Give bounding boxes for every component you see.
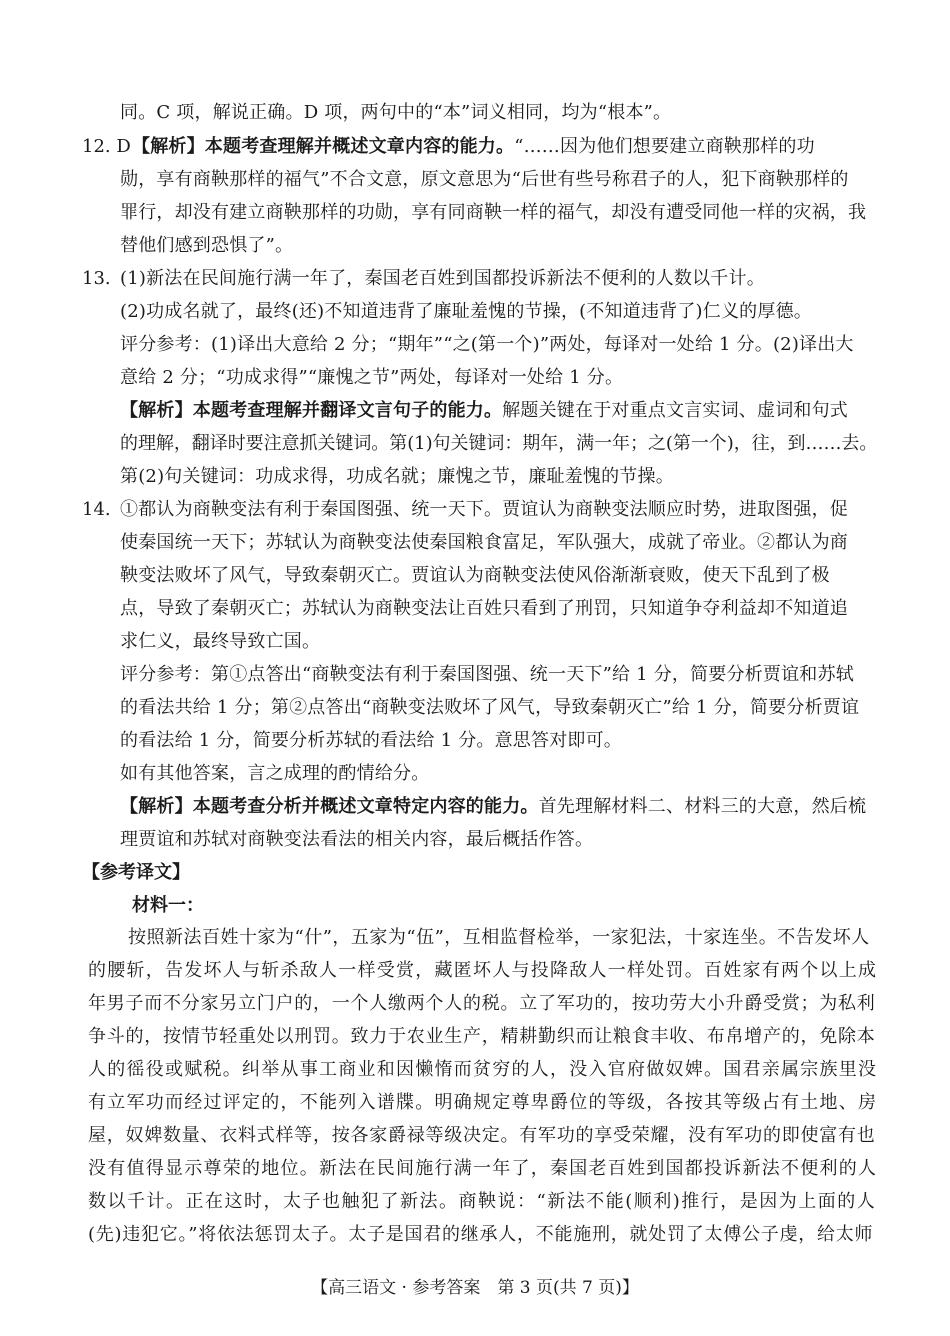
q12-analysis-tag: 【解析】本题考查理解并概述文章内容的能力。 [132,136,515,157]
q13-text-6: 的理解，翻译时要注意抓关键词。第(1)句关键词：期年，满一年；之(第一个)，往，到……去。 [120,433,878,454]
q13-text-2: (2)功成名就了，最终(还)不知道违背了廉耻羞愧的节操，(不知道违背了)仁义的厚德。 [120,301,812,322]
translation-line-1: 按照新法百姓十家为“什”，五家为“伍”，互相监督检举，一家犯法，十家连坐。不告发坏人 [128,927,870,948]
q12-text-2: 勋，享有商鞅那样的福气”不合文意，原文意思为“后世有些号称君子的人，犯下商鞅那样的 [120,169,849,190]
q12-text-3: 罪行，却没有建立商鞅那样的功勋，享有同商鞅一样的福气，却没有遭受同他一样的灾祸，我 [120,202,867,223]
q13-analysis-line [120,398,848,424]
question-number-13: 13. [82,268,111,289]
q14-scoring-3: 的看法给 1 分，简要分析苏轼的看法给 1 分。意思答对即可。 [120,730,622,751]
q14-text-3: 鞅变法败坏了风气，导致秦朝灭亡。贾谊认为商鞅变法使风俗渐渐衰败，使天下乱到了极 [120,565,830,586]
q14-text-11: 理贾谊和苏轼对商鞅变法看法的相关内容，最后概括作答。 [120,829,594,850]
q13-text-7: 第(2)句关键词：功成求得，功成名就；廉愧之节，廉耻羞愧的节操。 [120,466,674,487]
q14-text-1: ①都认为商鞅变法有利于秦国图强、统一天下。贾谊认为商鞅变法顺应时势，进取图强，促 [120,499,848,520]
q12-text-1: “……因为他们想要建立商鞅那样的功 [514,136,815,157]
question-number-12: 12. D [82,136,131,157]
q14-analysis-tag: 【解析】本题考查分析并概述文章特定内容的能力。 [120,796,539,817]
q14-scoring-2: 的看法共给 1 分；第②点答出“商鞅变法败坏了风气，导致秦朝灭亡”给 1 分，简要分析贾谊 [120,697,860,718]
q14-text-10: 首先理解材料二、材料三的大意，然后梳 [538,796,867,817]
q14-text-2: 使秦国统一天下；苏轼认为商鞅变法使秦国粮食富足，军队强大，成就了帝业。②都认为商 [120,532,848,553]
q12-first-line [132,134,815,160]
translation-line-3: 年男子而不分家另立门户的，一个人缴两个人的税。立了军功的，按功劳大小升爵受赏；为私利 [88,993,876,1014]
translation-line-10: (先)违犯它。”将依法惩罚太子。太子是国君的继承人，不能施刑，就处罚了太傅公子虔，给太师 [88,1224,874,1245]
q13-scoring-2: 意给 2 分；“功成求得”“廉愧之节”两处，每译对一处给 1 分。 [120,367,624,388]
q13-scoring-1: 评分参考：(1)译出大意给 2 分；“期年”“之(第一个)”两处，每译对一处给 1 分。(2)译出大 [120,334,854,355]
translation-line-2: 的腰斩，告发坏人与斩杀敌人一样受赏，藏匿坏人与投降敌人一样处罚。百姓家有两个以上成 [88,960,878,981]
q13-analysis-tag: 【解析】本题考查理解并翻译文言句子的能力。 [120,400,503,421]
q14-analysis-line [120,794,866,820]
continuation-line: 同。C 项，解说正确。D 项，两句中的“本”词义相同，均为“根本”。 [120,102,672,123]
page-footer: 【高三语文 · 参考答案 第 3 页(共 7 页)】 [311,1278,639,1298]
translation-line-9: 数以千计。正在这时，太子也触犯了新法。商鞅说：“新法不能(顺利)推行，是因为上面的人 [88,1191,877,1212]
translation-line-5: 人的徭役或赋税。纠举从事工商业和因懒惰而贫穷的人，没入官府做奴婢。国君亲属宗族里没 [88,1059,878,1080]
material-one-heading: 材料一： [132,895,204,916]
q14-scoring-1: 评分参考：第①点答出“商鞅变法有利于秦国图强、统一天下”给 1 分，简要分析贾谊和苏轼 [120,664,854,685]
q13-text-5: 解题关键在于对重点文言实词、虚词和句式 [502,400,849,421]
q14-text-5: 求仁义，最终导致亡国。 [120,631,321,652]
translation-line-8: 没有值得显示尊荣的地位。新法在民间施行满一年了，秦国老百姓到国都投诉新法不便利的人 [88,1158,878,1179]
q14-other-answers: 如有其他答案，言之成理的酌情给分。 [120,763,430,784]
q13-text-1: (1)新法在民间施行满一年了，秦国老百姓到国都投诉新法不便利的人数以千计。 [120,268,765,289]
translation-line-6: 有立军功而经过评定的，不能列入谱牒。明确规定尊卑爵位的等级，各按其等级占有土地、房 [88,1092,878,1113]
q14-text-4: 点，导致了秦朝灭亡；苏轼认为商鞅变法让百姓只看到了刑罚，只知道争夺利益却不知道追 [120,598,848,619]
q12-text-4: 替他们感到恐惧了”。 [120,235,294,256]
translation-line-7: 屋，奴婢数量、衣料式样等，按各家爵禄等级决定。有军功的享受荣耀，没有军功的即使富有也 [88,1125,876,1146]
question-number-14: 14. [82,499,111,520]
translation-heading: 【参考译文】 [82,862,190,883]
translation-line-4: 争斗的，按情节轻重处以刑罚。致力于农业生产，精耕勤织而让粮食丰收、布帛增产的，免除本 [88,1026,876,1047]
